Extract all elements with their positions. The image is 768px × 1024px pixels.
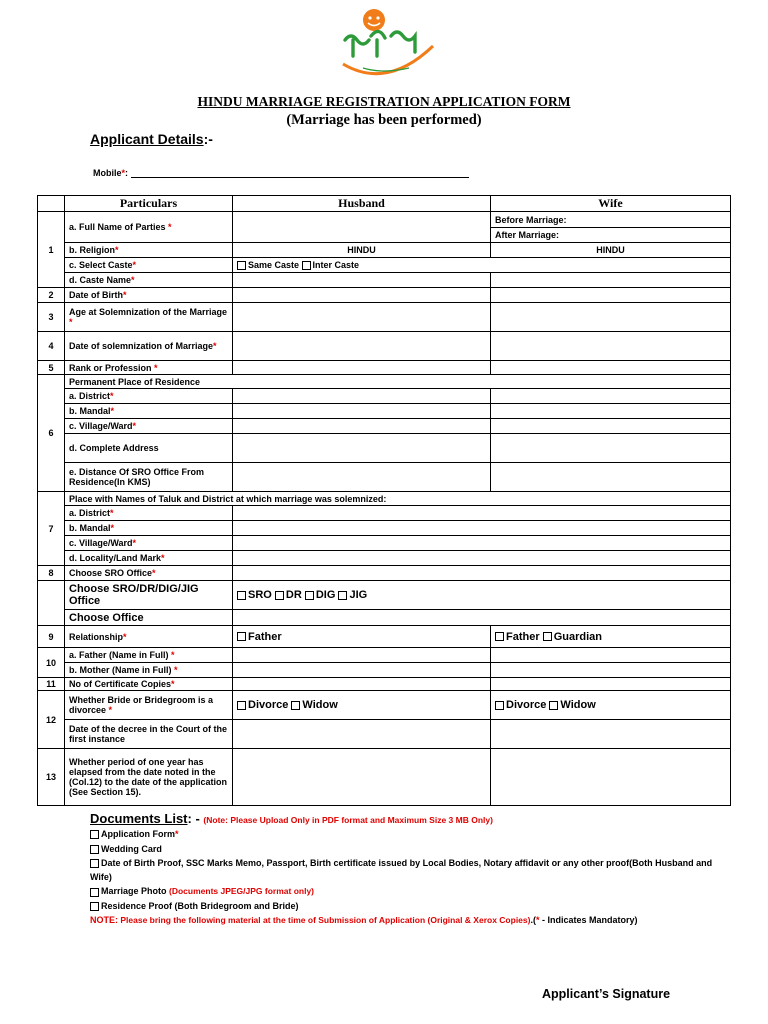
wife-divorce-checkbox[interactable] [495, 701, 504, 710]
table-header-row [38, 196, 731, 212]
divorcee-label: Whether Bride or Bridegroom is a divorcee * [65, 691, 233, 720]
caste-options: Same Caste Inter Caste [233, 258, 731, 273]
complete-address-label: d. Complete Address [65, 434, 233, 463]
doc-item: Wedding Card [90, 842, 730, 856]
after-marriage-cell[interactable]: After Marriage: [491, 228, 731, 243]
mandal-6-husband-input[interactable] [233, 404, 491, 419]
section-number: 6 [38, 375, 65, 492]
dob-husband-input[interactable] [233, 288, 491, 303]
distance-husband-input[interactable] [233, 463, 491, 492]
section-number: 9 [38, 626, 65, 648]
header-particulars: Particulars [65, 196, 233, 212]
rank-husband-input[interactable] [233, 361, 491, 375]
divorcee-wife-options: Divorce Widow [491, 691, 731, 720]
village-7-label: c. Village/Ward* [65, 536, 233, 551]
documents-list [90, 812, 730, 927]
distance-wife-input[interactable] [491, 463, 731, 492]
office-type-options: SRO DR DIG JIG [233, 581, 731, 610]
certificate-copies-label: No of Certificate Copies* [65, 678, 233, 691]
age-husband-input[interactable] [233, 303, 491, 332]
mother-name-label: b. Mother (Name in Full) * [65, 663, 233, 678]
date-solemnization-label: Date of solemnization of Marriage* [65, 332, 233, 361]
sro-checkbox[interactable] [237, 591, 246, 600]
section-number: 10 [38, 648, 65, 678]
distance-sro-label: e. Distance Of SRO Office From Residence(In KMS) [65, 463, 233, 492]
village-7-input[interactable] [233, 536, 731, 551]
permanent-residence-label: Permanent Place of Residence [65, 375, 731, 389]
district-7-input[interactable] [233, 506, 731, 521]
address-husband-input[interactable] [233, 434, 491, 463]
religion-wife-value: HINDU [491, 243, 731, 258]
select-caste-label: c. Select Caste* [65, 258, 233, 273]
date-solemnization-husband-input[interactable] [233, 332, 491, 361]
application-form-checkbox[interactable] [90, 830, 99, 839]
mobile-input-line[interactable] [131, 168, 469, 178]
locality-input[interactable] [233, 551, 731, 566]
dr-checkbox[interactable] [275, 591, 284, 600]
section-number: 11 [38, 678, 65, 691]
caste-name-husband-input[interactable] [233, 273, 491, 288]
section-number: 2 [38, 288, 65, 303]
header-wife: Wife [491, 196, 731, 212]
religion-husband-value: HINDU [233, 243, 491, 258]
one-year-question-label: Whether period of one year has elapsed from the date noted in the (Col.12) to the date of the application (See Section 15). [65, 749, 233, 806]
dob-proof-checkbox[interactable] [90, 859, 99, 868]
section-number: 13 [38, 749, 65, 806]
choose-sro-label: Choose SRO Office* [65, 566, 233, 581]
decree-husband-input[interactable] [233, 720, 491, 749]
same-caste-checkbox[interactable] [237, 261, 246, 270]
district-6-label: a. District* [65, 389, 233, 404]
district-6-wife-input[interactable] [491, 389, 731, 404]
mandal-7-input[interactable] [233, 521, 731, 536]
header-husband: Husband [233, 196, 491, 212]
jig-checkbox[interactable] [338, 591, 347, 600]
one-year-husband-input[interactable] [233, 749, 491, 806]
form-subtitle: (Marriage has been performed) [286, 112, 482, 128]
section-number: 8 [38, 566, 65, 581]
father-name-wife-input[interactable] [491, 648, 731, 663]
dig-checkbox[interactable] [305, 591, 314, 600]
choose-office-label: Choose Office [65, 610, 233, 626]
caste-name-wife-input[interactable] [491, 273, 731, 288]
father-name-label: a. Father (Name in Full) * [65, 648, 233, 663]
applicant-signature: Applicant’s Signature [542, 987, 671, 1001]
locality-label: d. Locality/Land Mark* [65, 551, 233, 566]
wife-guardian-checkbox[interactable] [543, 632, 552, 641]
place-solemnized-label: Place with Names of Taluk and District at which marriage was solemnized: [65, 492, 731, 506]
documents-heading: Documents List: - (Note: Please Upload Only in PDF format and Maximum Size 3 MB Only) [90, 811, 493, 826]
dob-wife-input[interactable] [491, 288, 731, 303]
district-6-husband-input[interactable] [233, 389, 491, 404]
relationship-husband-options: Father [233, 626, 491, 648]
choose-sro-dr-label: Choose SRO/DR/DIG/JIG Office [65, 581, 233, 610]
full-name-label: a. Full Name of Parties * [65, 212, 233, 243]
doc-item: Application Form* [90, 827, 730, 841]
doc-item: Marriage Photo (Documents JPEG/JPG format only) [90, 884, 730, 898]
village-6-label: c. Village/Ward* [65, 419, 233, 434]
decree-wife-input[interactable] [491, 720, 731, 749]
before-marriage-cell[interactable]: Before Marriage: [491, 212, 731, 228]
district-7-label: a. District* [65, 506, 233, 521]
decree-date-label: Date of the decree in the Court of the first instance [65, 720, 233, 749]
mobile-field[interactable]: Mobile*: [93, 168, 469, 178]
husband-father-checkbox[interactable] [237, 632, 246, 641]
choose-office-input[interactable] [233, 610, 731, 626]
copies-husband-input[interactable] [233, 678, 491, 691]
section-number: 12 [38, 691, 65, 749]
wedding-card-checkbox[interactable] [90, 845, 99, 854]
date-solemnization-wife-input[interactable] [491, 332, 731, 361]
mandal-6-label: b. Mandal* [65, 404, 233, 419]
age-label: Age at Solemnization of the Marriage * [65, 303, 233, 332]
section-number: 5 [38, 361, 65, 375]
application-table [37, 195, 731, 806]
mother-name-husband-input[interactable] [233, 663, 491, 678]
residence-proof-checkbox[interactable] [90, 902, 99, 911]
mandal-6-wife-input[interactable] [491, 404, 731, 419]
religion-label: b. Religion* [65, 243, 233, 258]
section-number: 7 [38, 492, 65, 566]
copies-wife-input[interactable] [491, 678, 731, 691]
father-name-husband-input[interactable] [233, 648, 491, 663]
section-number: 1 [38, 212, 65, 288]
section-number: 3 [38, 303, 65, 332]
dob-label: Date of Birth* [65, 288, 233, 303]
age-wife-input[interactable] [491, 303, 731, 332]
applicant-details-heading: Applicant Details:- [90, 131, 213, 147]
relationship-label: Relationship* [65, 626, 233, 648]
husband-widow-checkbox[interactable] [291, 701, 300, 710]
inter-caste-checkbox[interactable] [302, 261, 311, 270]
caste-name-label: d. Caste Name* [65, 273, 233, 288]
wife-widow-checkbox[interactable] [549, 701, 558, 710]
village-6-husband-input[interactable] [233, 419, 491, 434]
full-name-husband-input[interactable] [233, 212, 491, 243]
doc-item: Residence Proof (Both Bridegroom and Bride) [90, 899, 730, 913]
mandal-7-label: b. Mandal* [65, 521, 233, 536]
mee-seva-logo [333, 6, 441, 86]
divorcee-husband-options: Divorce Widow [233, 691, 491, 720]
doc-item: Date of Birth Proof, SSC Marks Memo, Passport, Birth certificate issued by Local Bodies, Notary affidavit or any other proof(Both Husband and Wife) [90, 857, 713, 883]
section-number: 4 [38, 332, 65, 361]
mother-name-wife-input[interactable] [491, 663, 731, 678]
husband-divorce-checkbox[interactable] [237, 701, 246, 710]
rank-wife-input[interactable] [491, 361, 731, 375]
address-wife-input[interactable] [491, 434, 731, 463]
marriage-photo-checkbox[interactable] [90, 888, 99, 897]
rank-profession-label: Rank or Profession * [65, 361, 233, 375]
form-title: HINDU MARRIAGE REGISTRATION APPLICATION FORM [197, 94, 571, 109]
village-6-wife-input[interactable] [491, 419, 731, 434]
final-note: NOTE: Please bring the following material at the time of Submission of Application (Original & Xerox Copies).(* - Indicates Mandatory) [90, 915, 638, 926]
choose-sro-input[interactable] [233, 566, 731, 581]
wife-father-checkbox[interactable] [495, 632, 504, 641]
relationship-wife-options: Father Guardian [491, 626, 731, 648]
one-year-wife-input[interactable] [491, 749, 731, 806]
